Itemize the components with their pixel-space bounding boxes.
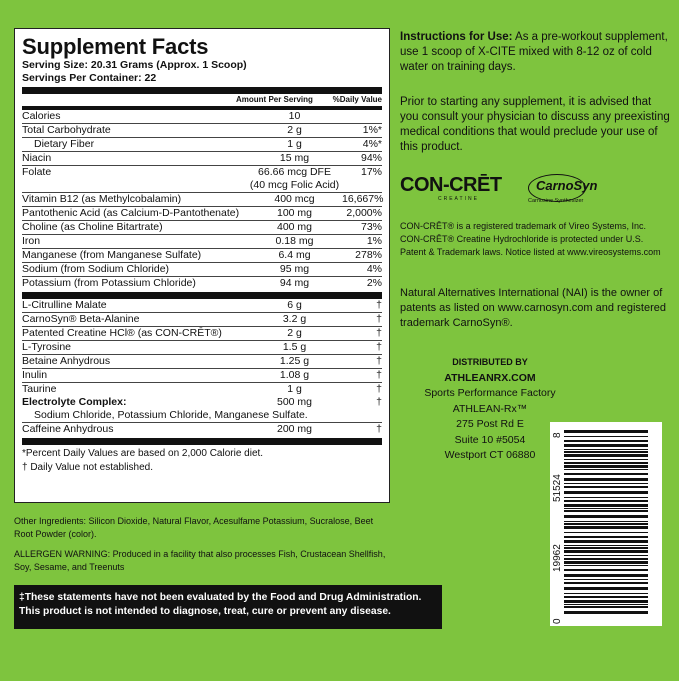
table-row <box>22 383 382 396</box>
row-dv: † <box>376 327 382 339</box>
row-amount: 2 g <box>287 327 302 339</box>
barcode-bar <box>564 555 648 556</box>
barcode-bar <box>564 587 648 590</box>
table-row <box>22 396 382 409</box>
disclaimer-line-2: This product is not intended to diagnose, treat, cure or prevent any disease. <box>19 606 391 617</box>
distributor-line: 275 Post Rd E <box>456 418 524 430</box>
row-dv: † <box>376 355 382 367</box>
table-row <box>22 193 382 207</box>
table-row <box>22 138 382 152</box>
row-amount: 400 mcg <box>274 193 315 205</box>
upc-barcode <box>550 422 662 626</box>
table-row <box>22 369 382 383</box>
row-name: Total Carbohydrate <box>22 124 111 136</box>
row-amount: 100 mg <box>276 207 313 219</box>
footnote-dagger: † Daily Value not established. <box>22 462 154 473</box>
barcode-bar <box>564 547 648 549</box>
row-amount: 1 g <box>287 138 302 150</box>
row-dv: 73% <box>360 221 382 233</box>
instructions-text: As a pre-workout supplement, use 1 scoop of X-CITE mixed with 8-12 oz of cold water on training days. <box>400 31 668 73</box>
row-name: Caffeine Anhydrous <box>22 423 114 435</box>
thick-divider <box>22 87 382 94</box>
nutrient-list <box>22 110 382 290</box>
nai-notice: Natural Alternatives International (NAI) is the owner of patents as listed on www.carnosyn.com and registered trademark CarnoSyn®. <box>400 287 666 329</box>
row-dv <box>342 110 382 123</box>
trademark-notice: CON-CRĒT® is a registered trademark of Vireo Systems, Inc. CON-CRĒT® Creatine Hydrochloride is protected under U.S. Patent & Trademark laws. Notice listed at www.vireosystems.com <box>400 221 661 257</box>
barcode-bar <box>564 593 648 594</box>
barcode-bar <box>564 596 648 598</box>
barcode-bar <box>564 532 648 533</box>
barcode-bar <box>564 574 648 577</box>
distributor-url: ATHLEANRX.COM <box>444 371 536 384</box>
table-row <box>22 313 382 327</box>
row-name: Folate <box>22 166 52 178</box>
barcode-bar <box>564 473 648 475</box>
barcode-digit: 19962 <box>552 544 563 572</box>
row-dv: † <box>376 423 382 435</box>
barcode-bar <box>564 579 648 580</box>
barcode-bar <box>564 515 648 518</box>
row-amount: 94 mg <box>279 277 310 289</box>
barcode-bar <box>564 436 648 437</box>
instructions <box>400 30 670 75</box>
barcode-bar <box>564 521 648 522</box>
barcode-bar <box>564 565 648 566</box>
row-name: L-Citrulline Malate <box>22 299 107 311</box>
row-name: Manganese (from Manganese Sulfate) <box>22 249 202 261</box>
row-dv: 4%* <box>362 138 382 150</box>
row-name: Dietary Fiber <box>34 138 95 150</box>
table-row <box>22 277 382 290</box>
barcode-bar <box>564 604 648 605</box>
barcode-bar <box>564 500 648 502</box>
other-ingredients: Other Ingredients: Silicon Dioxide, Natural Flavor, Acesulfame Potassium, Sucralose, Beet Root Powder (color). <box>14 516 374 539</box>
barcode-bar <box>564 454 648 457</box>
barcode-digit: 8 <box>552 432 563 438</box>
table-row <box>22 166 382 193</box>
barcode-bar <box>564 550 648 553</box>
brand-logos <box>400 172 660 208</box>
row-amount: 1 g <box>287 383 302 395</box>
row-amount: 2 g <box>287 124 302 136</box>
instructions-label: Instructions for Use: <box>400 31 513 43</box>
barcode-bar <box>564 478 648 481</box>
thick-divider <box>22 292 382 299</box>
row-name: Inulin <box>22 369 48 381</box>
row-name: Niacin <box>22 152 52 164</box>
table-row <box>22 409 382 423</box>
distributor-line: Suite 10 #5054 <box>454 433 526 446</box>
row-name: Calories <box>22 110 61 122</box>
barcode-bar <box>564 526 648 529</box>
row-amount: 400 mg <box>276 221 313 233</box>
electrolyte-detail: Sodium Chloride, Potassium Chloride, Manganese Sulfate. <box>34 409 308 421</box>
table-row <box>22 299 382 313</box>
row-dv: 278% <box>355 249 382 261</box>
table-row <box>22 207 382 221</box>
row-dv: † <box>376 369 382 381</box>
barcode-bar <box>564 444 648 447</box>
barcode-bar <box>564 459 648 460</box>
barcode-bar <box>564 606 648 608</box>
row-amount: 6 g <box>287 299 302 311</box>
row-name: Choline (as Choline Bitartrate) <box>22 221 163 233</box>
carnosyn-logo-sub: Carnosine Synthesizer <box>528 198 584 204</box>
barcode-bar <box>564 508 648 509</box>
table-row <box>22 235 382 249</box>
barcode-bar <box>564 558 648 560</box>
row-dv: 2% <box>366 277 382 289</box>
row-name: CarnoSyn® Beta-Alanine <box>22 313 140 325</box>
table-row <box>22 423 382 436</box>
serving-size: Serving Size: 20.31 Grams (Approx. 1 Scoop) <box>22 59 247 71</box>
row-amount-line: (40 mcg Folic Acid) <box>249 179 340 191</box>
row-amount: 10 <box>288 110 301 122</box>
row-amount-line: 66.66 mcg DFE <box>258 166 331 178</box>
table-row <box>22 152 382 166</box>
barcode-bar <box>564 465 648 468</box>
disclaimer-line-1: ‡These statements have not been evaluated by the Food and Drug Administration. <box>19 592 422 603</box>
row-dv: † <box>376 313 382 325</box>
barcode-bar <box>564 491 648 494</box>
carnosyn-logo: CarnoSyn <box>536 178 598 193</box>
row-dv: 16,667% <box>342 193 384 205</box>
table-row <box>22 263 382 277</box>
barcode-bar <box>564 440 648 442</box>
column-header <box>22 94 382 106</box>
row-dv: 94% <box>360 152 382 164</box>
row-name: Betaine Anhydrous <box>22 355 111 367</box>
barcode-digit: 0 <box>552 618 563 624</box>
barcode-bar <box>564 545 648 546</box>
row-name: Electrolyte Complex: <box>22 396 127 408</box>
table-row <box>22 341 382 355</box>
row-dv: † <box>376 299 382 311</box>
barcode-bars <box>564 430 648 618</box>
allergen-warning: ALLERGEN WARNING: Produced in a facility that also processes Fish, Crustacean Shellfish, Soy, Sesame, and Treenuts <box>14 549 386 572</box>
barcode-digit: 51524 <box>552 474 563 502</box>
barcode-bar <box>564 611 648 614</box>
row-dv: † <box>376 396 382 408</box>
concret-logo-sub: CREATINE <box>438 196 479 202</box>
thick-divider <box>22 438 382 445</box>
row-name: L-Tyrosine <box>22 341 72 353</box>
barcode-bar <box>564 523 648 525</box>
table-row <box>22 221 382 235</box>
barcode-bar <box>564 582 648 584</box>
barcode-bar <box>564 486 648 488</box>
row-dv: 1% <box>366 235 382 247</box>
row-dv: † <box>376 341 382 353</box>
barcode-bar <box>564 561 648 564</box>
barcode-bar <box>564 497 648 498</box>
row-name: Sodium (from Sodium Chloride) <box>22 263 170 275</box>
barcode-bar <box>564 451 648 453</box>
barcode-bar <box>564 536 648 538</box>
barcode-bar <box>564 540 648 543</box>
row-dv: † <box>376 383 382 395</box>
table-row <box>22 355 382 369</box>
physician-advice: Prior to starting any supplement, it is advised that you consult your physician to discuss any preexisting medical conditions that would preclude your use of this product. <box>400 96 670 153</box>
footnote-dv: *Percent Daily Values are based on 2,000 Calorie diet. <box>22 448 264 459</box>
barcode-bar <box>564 510 648 512</box>
row-dv: 4% <box>366 263 382 275</box>
row-name: Potassium (from Potassium Chloride) <box>22 277 196 289</box>
ingredient-list <box>22 299 382 396</box>
row-amount: 200 mg <box>276 423 313 435</box>
row-name: Patented Creatine HCl® (as CON-CRĒT®) <box>22 327 222 339</box>
distributor-line: Sports Performance Factory <box>424 387 556 399</box>
barcode-bar <box>564 569 648 571</box>
row-amount: 1.08 g <box>279 369 310 381</box>
row-amount: 95 mg <box>279 263 310 275</box>
barcode-bar <box>564 462 648 464</box>
row-dv: 2,000% <box>346 207 382 219</box>
row-dv: 17% <box>360 166 382 178</box>
row-amount: 3.2 g <box>282 313 307 325</box>
row-name: Iron <box>22 235 41 247</box>
row-amount: 500 mg <box>276 396 313 408</box>
distributor-line: ATHLEAN-Rx™ <box>452 402 528 415</box>
barcode-bar <box>564 504 648 507</box>
row-name: Vitamin B12 (as Methylcobalamin) <box>22 193 182 205</box>
row-name: Pantothenic Acid (as Calcium-D-Pantothenate) <box>22 207 240 219</box>
distributor-line: Westport CT 06880 <box>444 449 536 461</box>
barcode-bar <box>564 469 648 470</box>
concret-logo: CON-CRĒT <box>400 174 502 196</box>
barcode-bar <box>564 430 648 433</box>
barcode-bar <box>564 449 648 450</box>
row-amount: 1.5 g <box>282 341 307 353</box>
row-amount: 1.25 g <box>279 355 310 367</box>
row-amount: 0.18 mg <box>275 235 314 247</box>
table-row <box>22 249 382 263</box>
row-amount: 15 mg <box>279 152 310 164</box>
barcode-bar <box>564 600 648 603</box>
fda-disclaimer <box>14 585 442 629</box>
table-row <box>22 110 382 124</box>
table-row <box>22 124 382 138</box>
servings-per-container: Servings Per Container: 22 <box>22 72 157 84</box>
amount-header: Amount Per Serving <box>236 95 313 104</box>
barcode-bar <box>564 483 648 484</box>
row-name: Taurine <box>22 383 57 395</box>
distributor-label: DISTRIBUTED BY <box>452 357 528 367</box>
row-dv: 1%* <box>362 124 382 136</box>
dv-header: %Daily Value <box>332 95 382 104</box>
footnote <box>22 445 382 475</box>
table-row <box>22 327 382 341</box>
row-amount: 6.4 mg <box>278 249 311 261</box>
facts-title: Supplement Facts <box>22 34 209 59</box>
supplement-facts-panel <box>14 28 390 503</box>
row-amount <box>247 166 342 192</box>
